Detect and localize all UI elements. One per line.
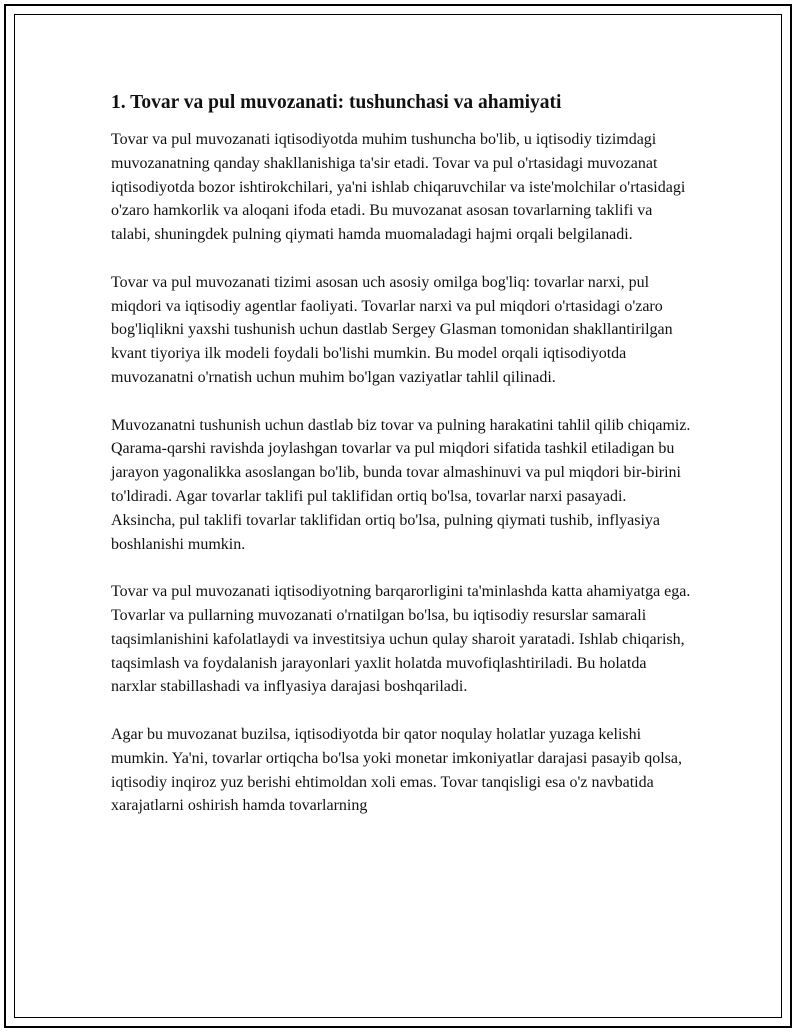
paragraph-4: Tovar va pul muvozanati iqtisodiyotning barqarorligini ta'minlashda katta ahamiyatga ega. Tovarlar va pullarning muvozanati o'rnatilgan bo'lsa, bu iqtisodiy resurslar samarali taqsimlanishini kafolatlaydi va investitsiya uchun qulay sharoit yaratadi. Ishlab chiqarish, taqsimlash va foydalanish jarayonlari yaxlit holatda muvofiqlashtiriladi. Bu holatda narxlar stabillashadi va inflyasiya darajasi boshqariladi. xyxy=(111,583,691,696)
paragraph-1: Tovar va pul muvozanati iqtisodiyotda muhim tushuncha bo'lib, u iqtisodiy tizimdagi muvozanatning qanday shakllanishiga ta'sir etadi. Tovar va pul o'rtasidagi muvozanat iqtisodiyotda bozor ishtirokchilari, ya'ni ishlab chiqaruvchilar va iste'molchilar o'rtasidagi o'zaro hamkorlik va aloqani ifoda etadi. Bu muvozanat asosan tovarlarning taklifi va talabi, shuningdek pulning qiymati hamda muomaladagi hajmi orqali belgilanadi. xyxy=(111,131,686,244)
document-body xyxy=(111,90,691,842)
section-heading: 1. Tovar va pul muvozanati: tushunchasi va ahamiyati xyxy=(111,92,562,113)
paragraph-2: Tovar va pul muvozanati tizimi asosan uch asosiy omilga bog'liq: tovarlar narxi, pul miqdori va iqtisodiy agentlar faoliyati. Tovarlar narxi va pul miqdori o'rtasidagi o'zaro bog'liqlikni yaxshi tushunish uchun dastlab Sergey Glasman tomonidan shakllantirilgan kvant tiyoriya ilk modeli foydali bo'lishi mumkin. Bu model orqali iqtisodiyotda muvozanatni o'rnatish uchun muhim bo'lgan vaziyatlar tahlil qilinadi. xyxy=(111,273,673,386)
paragraph-3: Muvozanatni tushunish uchun dastlab biz tovar va pulning harakatini tahlil qilib chiqamiz. Qarama-qarshi ravishda joylashgan tovarlar va pul miqdori sifatida tashkil etiladigan bu jarayon yagonalikka asoslangan bo'lib, bunda tovar almashinuvi va pul miqdori bir-birini to'ldiradi. Agar tovarlar taklifi pul taklifidan ortiq bo'lsa, tovarlar narxi pasayadi. Aksincha, pul taklifi tovarlar taklifidan ortiq bo'lsa, pulning qiymati tushib, inflyasiya boshlanishi mumkin. xyxy=(111,416,691,553)
paragraph-5: Agar bu muvozanat buzilsa, iqtisodiyotda bir qator noqulay holatlar yuzaga kelishi mumkin. Ya'ni, tovarlar ortiqcha bo'lsa yoki monetar imkoniyatlar darajasi pasayib qolsa, iqtisodiy inqiroz yuz berishi ehtimoldan xoli emas. Tovar tanqisligi esa o'z navbatida xarajatlarni oshirish hamda tovarlarning xyxy=(111,725,682,815)
